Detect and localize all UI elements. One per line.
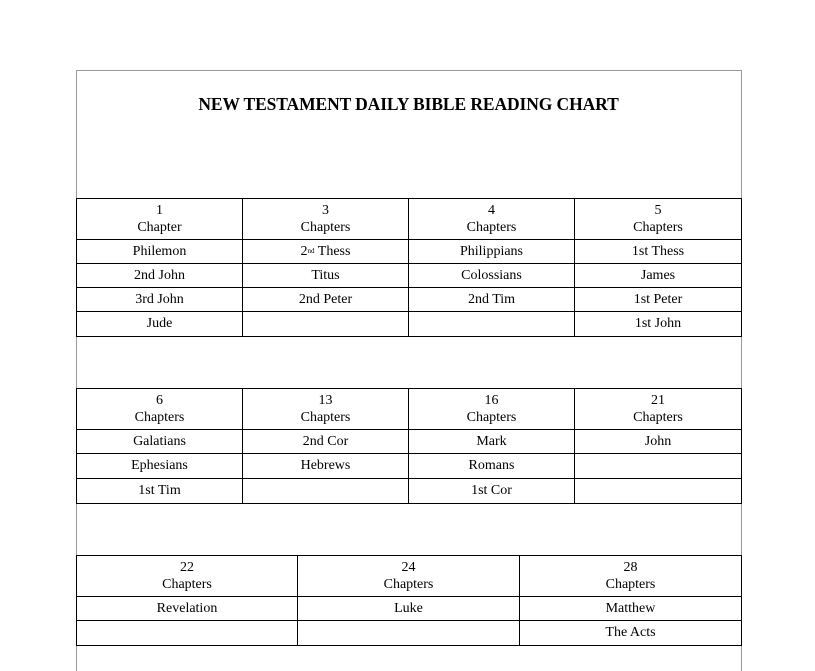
- table-row: [77, 288, 742, 312]
- book-cell: 2nd Cor: [243, 430, 409, 454]
- column-header: [243, 199, 409, 240]
- book-cell: Philemon: [77, 240, 243, 264]
- book-cell: [575, 454, 742, 479]
- book-cell: [243, 479, 409, 504]
- book-cell: Colossians: [409, 264, 575, 288]
- column-header: [575, 389, 742, 430]
- book-cell: Romans: [409, 454, 575, 479]
- chapter-count: 3: [322, 203, 329, 218]
- book-cell: James: [575, 264, 742, 288]
- table-row: [77, 430, 742, 454]
- table-row: [77, 597, 742, 621]
- chapter-count: 21: [651, 393, 665, 408]
- chapter-count: 13: [318, 393, 333, 408]
- chapter-unit: Chapters: [633, 410, 683, 425]
- reading-table-1: [76, 198, 742, 337]
- chapter-count: 22: [180, 560, 194, 575]
- table-row: [77, 621, 742, 646]
- book-cell: 1st John: [575, 312, 742, 337]
- column-header: [77, 389, 243, 430]
- book-cell: Philippians: [409, 240, 575, 264]
- reading-table-2: [76, 388, 742, 504]
- book-cell: 2nd Tim: [409, 288, 575, 312]
- chapter-count: 5: [654, 203, 662, 218]
- chapter-unit: Chapters: [466, 220, 517, 235]
- book-cell: The Acts: [520, 621, 742, 646]
- book-cell: [243, 312, 409, 337]
- chapter-unit: Chapters: [162, 577, 212, 592]
- book-cell: Ephesians: [77, 454, 243, 479]
- table-row: [77, 312, 742, 337]
- column-header: [575, 199, 742, 240]
- table-row: [77, 264, 742, 288]
- book-cell: Galatians: [77, 430, 243, 454]
- book-cell: 1st Tim: [77, 479, 243, 504]
- column-header: [409, 199, 575, 240]
- chapter-unit: Chapters: [300, 410, 351, 425]
- chapter-unit: Chapter: [137, 220, 182, 235]
- book-cell: [298, 621, 520, 646]
- chapter-unit: Chapters: [134, 410, 185, 425]
- table-row: [77, 479, 742, 504]
- chapter-unit: Chapters: [605, 577, 656, 592]
- column-header: [298, 556, 520, 597]
- chapter-unit: Chapters: [383, 577, 434, 592]
- column-header: [520, 556, 742, 597]
- book-cell: [409, 312, 575, 337]
- chapter-count: 16: [484, 393, 499, 408]
- book-cell: Hebrews: [243, 454, 409, 479]
- table-header-row: [77, 556, 742, 597]
- book-cell: 1st Peter: [575, 288, 742, 312]
- table-header-row: [77, 389, 742, 430]
- chapter-count: 1: [156, 203, 163, 218]
- table-row: [77, 240, 742, 264]
- chapter-count: 6: [156, 393, 163, 408]
- book-cell: [77, 621, 298, 646]
- book-cell: John: [575, 430, 742, 454]
- book-cell: 2nd John: [77, 264, 243, 288]
- chapter-unit: Chapters: [466, 410, 517, 425]
- book-cell: Matthew: [520, 597, 742, 621]
- column-header: [77, 199, 243, 240]
- book-cell: Titus: [243, 264, 409, 288]
- chapter-unit: Chapters: [633, 220, 683, 235]
- book-cell: 1st Thess: [575, 240, 742, 264]
- page-title: NEW TESTAMENT DAILY BIBLE READING CHART: [198, 94, 619, 114]
- column-header: [409, 389, 575, 430]
- table-row: [77, 454, 742, 479]
- book-cell: Jude: [77, 312, 243, 337]
- book-cell: [575, 479, 742, 504]
- book-cell: Luke: [298, 597, 520, 621]
- book-cell: Mark: [409, 430, 575, 454]
- book-cell: 3rd John: [77, 288, 243, 312]
- column-header: [243, 389, 409, 430]
- book-cell: 2nd Thess: [243, 240, 409, 264]
- chapter-unit: Chapters: [300, 220, 351, 235]
- chapter-count: 28: [623, 560, 638, 575]
- book-cell: Revelation: [77, 597, 298, 621]
- table-header-row: [77, 199, 742, 240]
- chapter-count: 4: [488, 203, 495, 218]
- book-cell: 2nd Peter: [243, 288, 409, 312]
- book-cell: 1st Cor: [409, 479, 575, 504]
- chapter-count: 24: [401, 560, 416, 575]
- column-header: [77, 556, 298, 597]
- reading-table-3: [76, 555, 742, 646]
